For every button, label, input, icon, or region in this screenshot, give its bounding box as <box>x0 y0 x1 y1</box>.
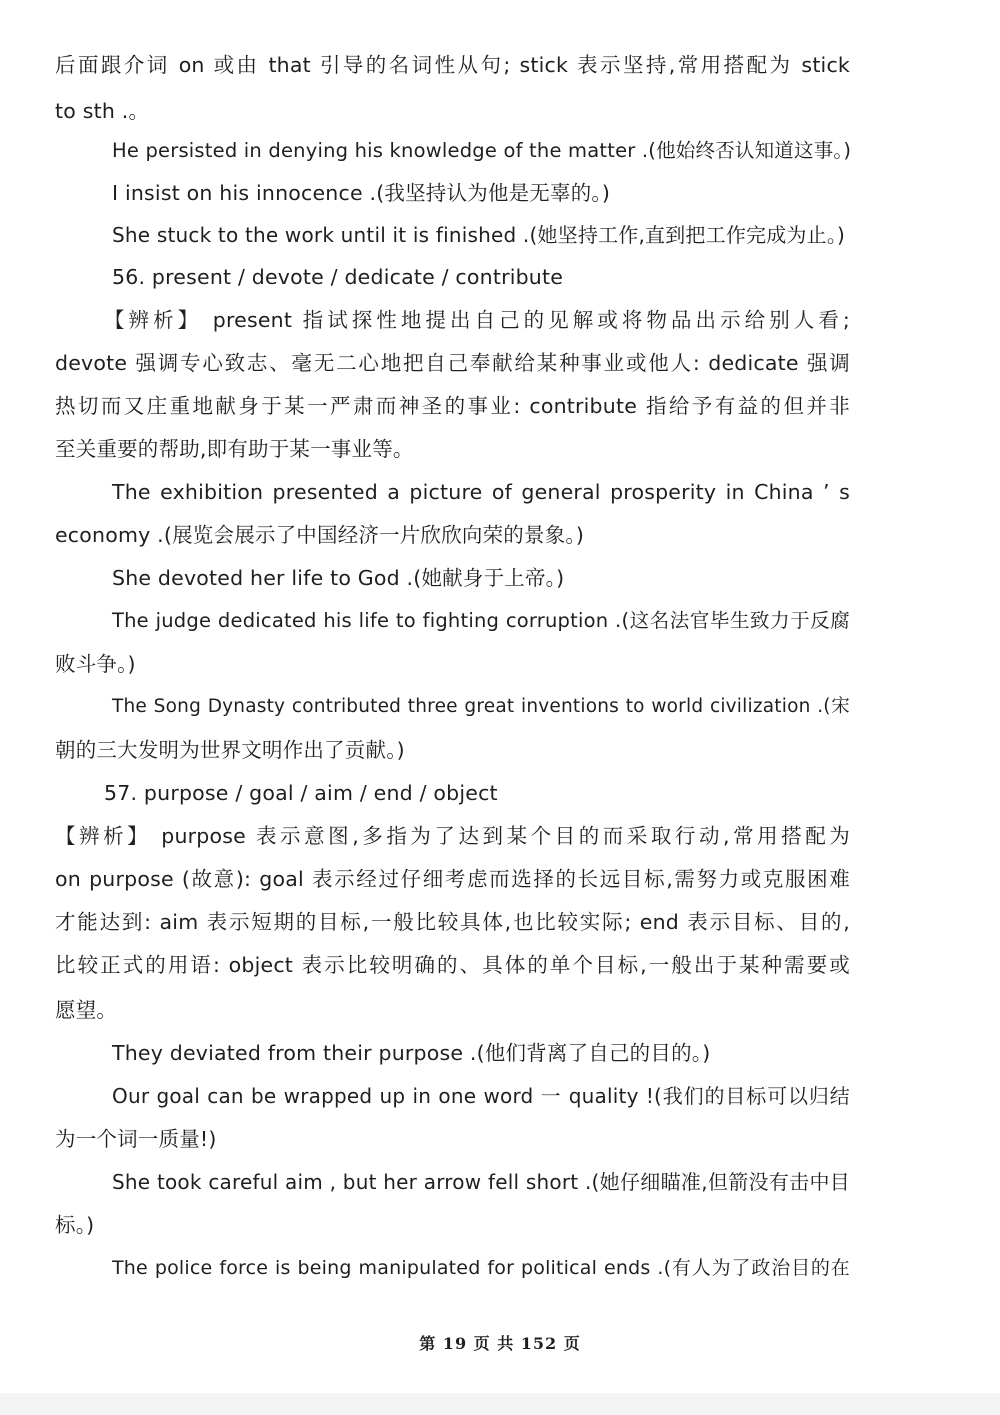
analysis-text: 比较正式的用语: object 表示比较明确的、具体的单个目标,一般出于某种需要或 <box>55 953 850 977</box>
example-sentence: 为一个词一质量!) <box>55 1127 217 1151</box>
text-line: 后面跟介词 on 或由 that 引导的名词性从句; stick 表示坚持,常用搭配为 stick <box>55 53 850 77</box>
example-sentence: economy .(展览会展示了中国经济一片欣欣向荣的景象。) <box>55 523 585 547</box>
text-line: to sth .。 <box>55 99 150 123</box>
example-sentence: Our goal can be wrapped up in one word 一 quality !(我们的目标可以归结 <box>112 1084 850 1108</box>
example-sentence: The judge dedicated his life to fighting corruption .(这名法官毕生致力于反腐 <box>112 609 850 632</box>
analysis-text: 愿望。 <box>55 998 118 1022</box>
scan-bottom-edge <box>0 1393 1000 1415</box>
page-number-footer: 第 19 页 共 152 页 <box>419 1334 581 1353</box>
section-heading-56: 56. present / devote / dedicate / contribute <box>112 265 564 289</box>
example-sentence: She took careful aim , but her arrow fell short .(她仔细瞄准,但箭没有击中目 <box>112 1170 850 1194</box>
example-sentence: The police force is being manipulated for political ends .(有人为了政治目的在 <box>112 1257 850 1279</box>
example-sentence: 标。) <box>55 1213 95 1237</box>
analysis-text: 【辨析】 purpose 表示意图,多指为了达到某个目的而采取行动,常用搭配为 <box>55 824 850 848</box>
section-heading-57: 57. purpose / goal / aim / end / object <box>104 781 498 805</box>
example-sentence: They deviated from their purpose .(他们背离了自己的目的。) <box>112 1041 711 1065</box>
analysis-text: 热切而又庄重地献身于某一严肃而神圣的事业: contribute 指给予有益的但并非 <box>55 394 850 418</box>
example-sentence: The exhibition presented a picture of general prosperity in China ’ s <box>112 480 850 504</box>
example-sentence: 朝的三大发明为世界文明作出了贡献。) <box>55 738 405 762</box>
example-sentence: I insist on his innocence .(我坚持认为他是无辜的。) <box>112 181 611 205</box>
analysis-text: 【辨析】 present 指试探性地提出自己的见解或将物品出示给别人看; <box>104 308 850 332</box>
example-sentence: She stuck to the work until it is finished .(她坚持工作,直到把工作完成为止。) <box>112 223 846 247</box>
analysis-text: on purpose (故意): goal 表示经过仔细考虑而选择的长远目标,需努力或克服困难 <box>55 867 850 891</box>
example-sentence: The Song Dynasty contributed three great inventions to world civilization .(宋 <box>112 696 850 717</box>
analysis-text: 才能达到: aim 表示短期的目标,一般比较具体,也比较实际; end 表示目标、目的, <box>55 910 850 934</box>
example-sentence: 败斗争。) <box>55 652 136 676</box>
example-sentence: She devoted her life to God .(她献身于上帝。) <box>112 566 565 590</box>
example-sentence: He persisted in denying his knowledge of the matter .(他始终否认知道这事。) <box>112 139 852 162</box>
analysis-text: devote 强调专心致志、毫无二心地把自己奉献给某种事业或他人: dedicate 强调 <box>55 351 850 375</box>
analysis-text: 至关重要的帮助,即有助于某一事业等。 <box>55 437 414 461</box>
